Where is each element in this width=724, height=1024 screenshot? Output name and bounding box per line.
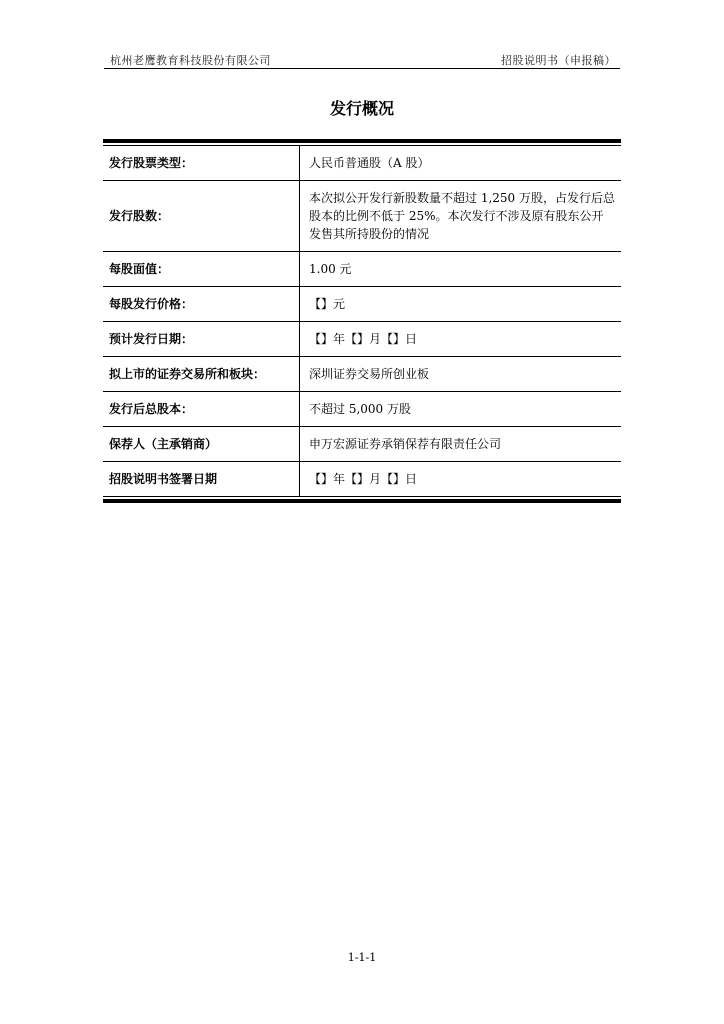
table-row-sponsor bbox=[103, 427, 621, 462]
row-label: 预计发行日期： bbox=[103, 322, 300, 357]
row-label: 每股发行价格： bbox=[103, 287, 300, 322]
header-document-type: 招股说明书（申报稿） bbox=[501, 54, 616, 67]
table-row-exchange bbox=[103, 357, 621, 392]
header-rule bbox=[104, 68, 620, 69]
table-row-signing-date bbox=[103, 462, 621, 497]
table-row-par-value bbox=[103, 252, 621, 287]
offering-overview-table bbox=[103, 139, 621, 503]
row-label: 每股面值： bbox=[103, 252, 300, 287]
row-value: 1.00 元 bbox=[300, 252, 622, 287]
table-row-share-count bbox=[103, 181, 621, 252]
row-label: 发行后总股本： bbox=[103, 392, 300, 427]
row-value: 不超过 5,000 万股 bbox=[300, 392, 622, 427]
page-title: 发行概况 bbox=[329, 99, 394, 118]
table-row-issue-price bbox=[103, 287, 621, 322]
row-label: 保荐人（主承销商） bbox=[103, 427, 300, 462]
row-label: 招股说明书签署日期 bbox=[103, 462, 300, 497]
row-value: 申万宏源证券承销保荐有限责任公司 bbox=[300, 427, 622, 462]
row-value: 人民币普通股（A 股） bbox=[300, 146, 622, 181]
page-number: 1-1-1 bbox=[347, 951, 377, 964]
table-row-issue-date bbox=[103, 322, 621, 357]
row-value: 深圳证券交易所创业板 bbox=[300, 357, 622, 392]
table-row-share-type bbox=[103, 146, 621, 181]
row-value: 【】年【】月【】日 bbox=[300, 322, 622, 357]
table-row-total-shares bbox=[103, 392, 621, 427]
table-bottom-thick-rule bbox=[103, 499, 621, 503]
row-label: 拟上市的证券交易所和板块： bbox=[103, 357, 300, 392]
row-value: 本次拟公开发行新股数量不超过 1,250 万股，占发行后总股本的比例不低于 25%。本次发行不涉及原有股东公开发售其所持股份的情况 bbox=[300, 181, 622, 252]
header-company-name: 杭州老鹰教育科技股份有限公司 bbox=[110, 54, 271, 67]
row-value: 【】元 bbox=[300, 287, 622, 322]
row-label: 发行股票类型： bbox=[103, 146, 300, 181]
page-header bbox=[104, 52, 620, 68]
row-label: 发行股数： bbox=[103, 181, 300, 252]
row-value: 【】年【】月【】日 bbox=[309, 472, 418, 486]
